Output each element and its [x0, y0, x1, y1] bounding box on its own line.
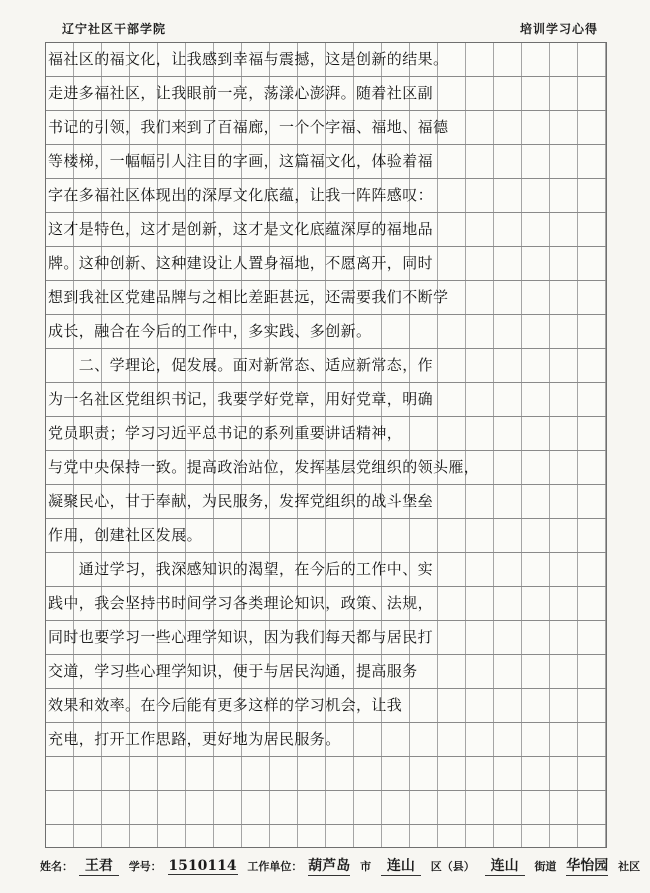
work-unit-label: 工作单位：: [247, 860, 303, 873]
city-suffix: 市: [360, 860, 372, 873]
essay-line: 想到我社区党建品牌与之相比差距甚远，还需要我们不断学: [48, 288, 449, 306]
community-suffix: 社区: [618, 860, 641, 873]
essay-line: 党员职责；学习习近平总书记的系列重要讲话精神，: [48, 424, 403, 442]
district-suffix: 区（县）: [430, 860, 475, 873]
essay-text: [48, 42, 604, 892]
street-value: 连山: [485, 855, 525, 876]
street-suffix: 街道: [534, 860, 557, 873]
essay-line: 二、学理论，促发展。面对新常态、适应新常态，作: [48, 356, 434, 374]
essay-line: 与党中央保持一致。提高政治站位，发挥基层党组织的领头雁，: [48, 458, 480, 476]
document-type-header: 培训学习心得: [519, 22, 598, 36]
essay-line: [48, 756, 604, 790]
essay-line: 福社区的福文化，让我感到幸福与震撼，这是创新的结果。: [48, 50, 449, 68]
essay-line: 书记的引领，我们来到了百福廊，一个个字福、福地、福德: [48, 118, 449, 136]
essay-line: 牌。这种创新、这种建设让人置身福地，不愿离开，同时: [48, 254, 434, 272]
essay-line: 交道，学习些心理学知识，便于与居民沟通，提高服务: [48, 662, 418, 680]
institution-header: 辽宁社区干部学院: [62, 22, 167, 36]
essay-line: 作用，创建社区发展。: [48, 526, 203, 544]
essay-line: 字在多福社区体现出的深厚文化底蕴，让我一阵阵感叹：: [48, 186, 434, 204]
essay-line: 凝聚民心，甘于奉献，为民服务，发挥党组织的战斗堡垒: [48, 492, 434, 510]
district-value: 连山: [381, 855, 421, 876]
author-name: 王君: [79, 855, 119, 876]
community-value: 华怡园: [566, 855, 608, 876]
student-id-label: 学号：: [128, 860, 162, 873]
essay-line: 等楼梯，一幅幅引人注目的字画，这篇福文化，体验着福: [48, 152, 434, 170]
essay-line: 走进多福社区，让我眼前一亮，荡漾心澎湃。随着社区副: [48, 84, 434, 102]
essay-line: 这才是特色，这才是创新，这才是文化底蕴深厚的福地品: [48, 220, 434, 238]
essay-line: [48, 790, 604, 824]
essay-line: [48, 824, 604, 858]
essay-line: 效果和效率。在今后能有更多这样的学习机会，让我: [48, 696, 403, 714]
author-info-footer: [40, 855, 641, 876]
name-label: 姓名：: [40, 860, 73, 873]
essay-line: 同时也要学习一些心理学知识，因为我们每天都与居民打: [48, 628, 434, 646]
essay-line: 成长，融合在今后的工作中，多实践、多创新。: [48, 322, 372, 340]
essay-line: 充电，打开工作思路，更好地为居民服务。: [48, 730, 341, 748]
essay-line: 践中，我会坚持书时间学习各类理论知识，政策、法规，: [48, 594, 434, 612]
city-value: 葫芦岛: [308, 855, 350, 876]
essay-line: 通过学习，我深感知识的渴望，在今后的工作中、实: [48, 560, 434, 578]
essay-line: 为一名社区党组织书记，我要学好党章，用好党章，明确: [48, 390, 434, 408]
student-id: 1510114: [168, 858, 237, 874]
